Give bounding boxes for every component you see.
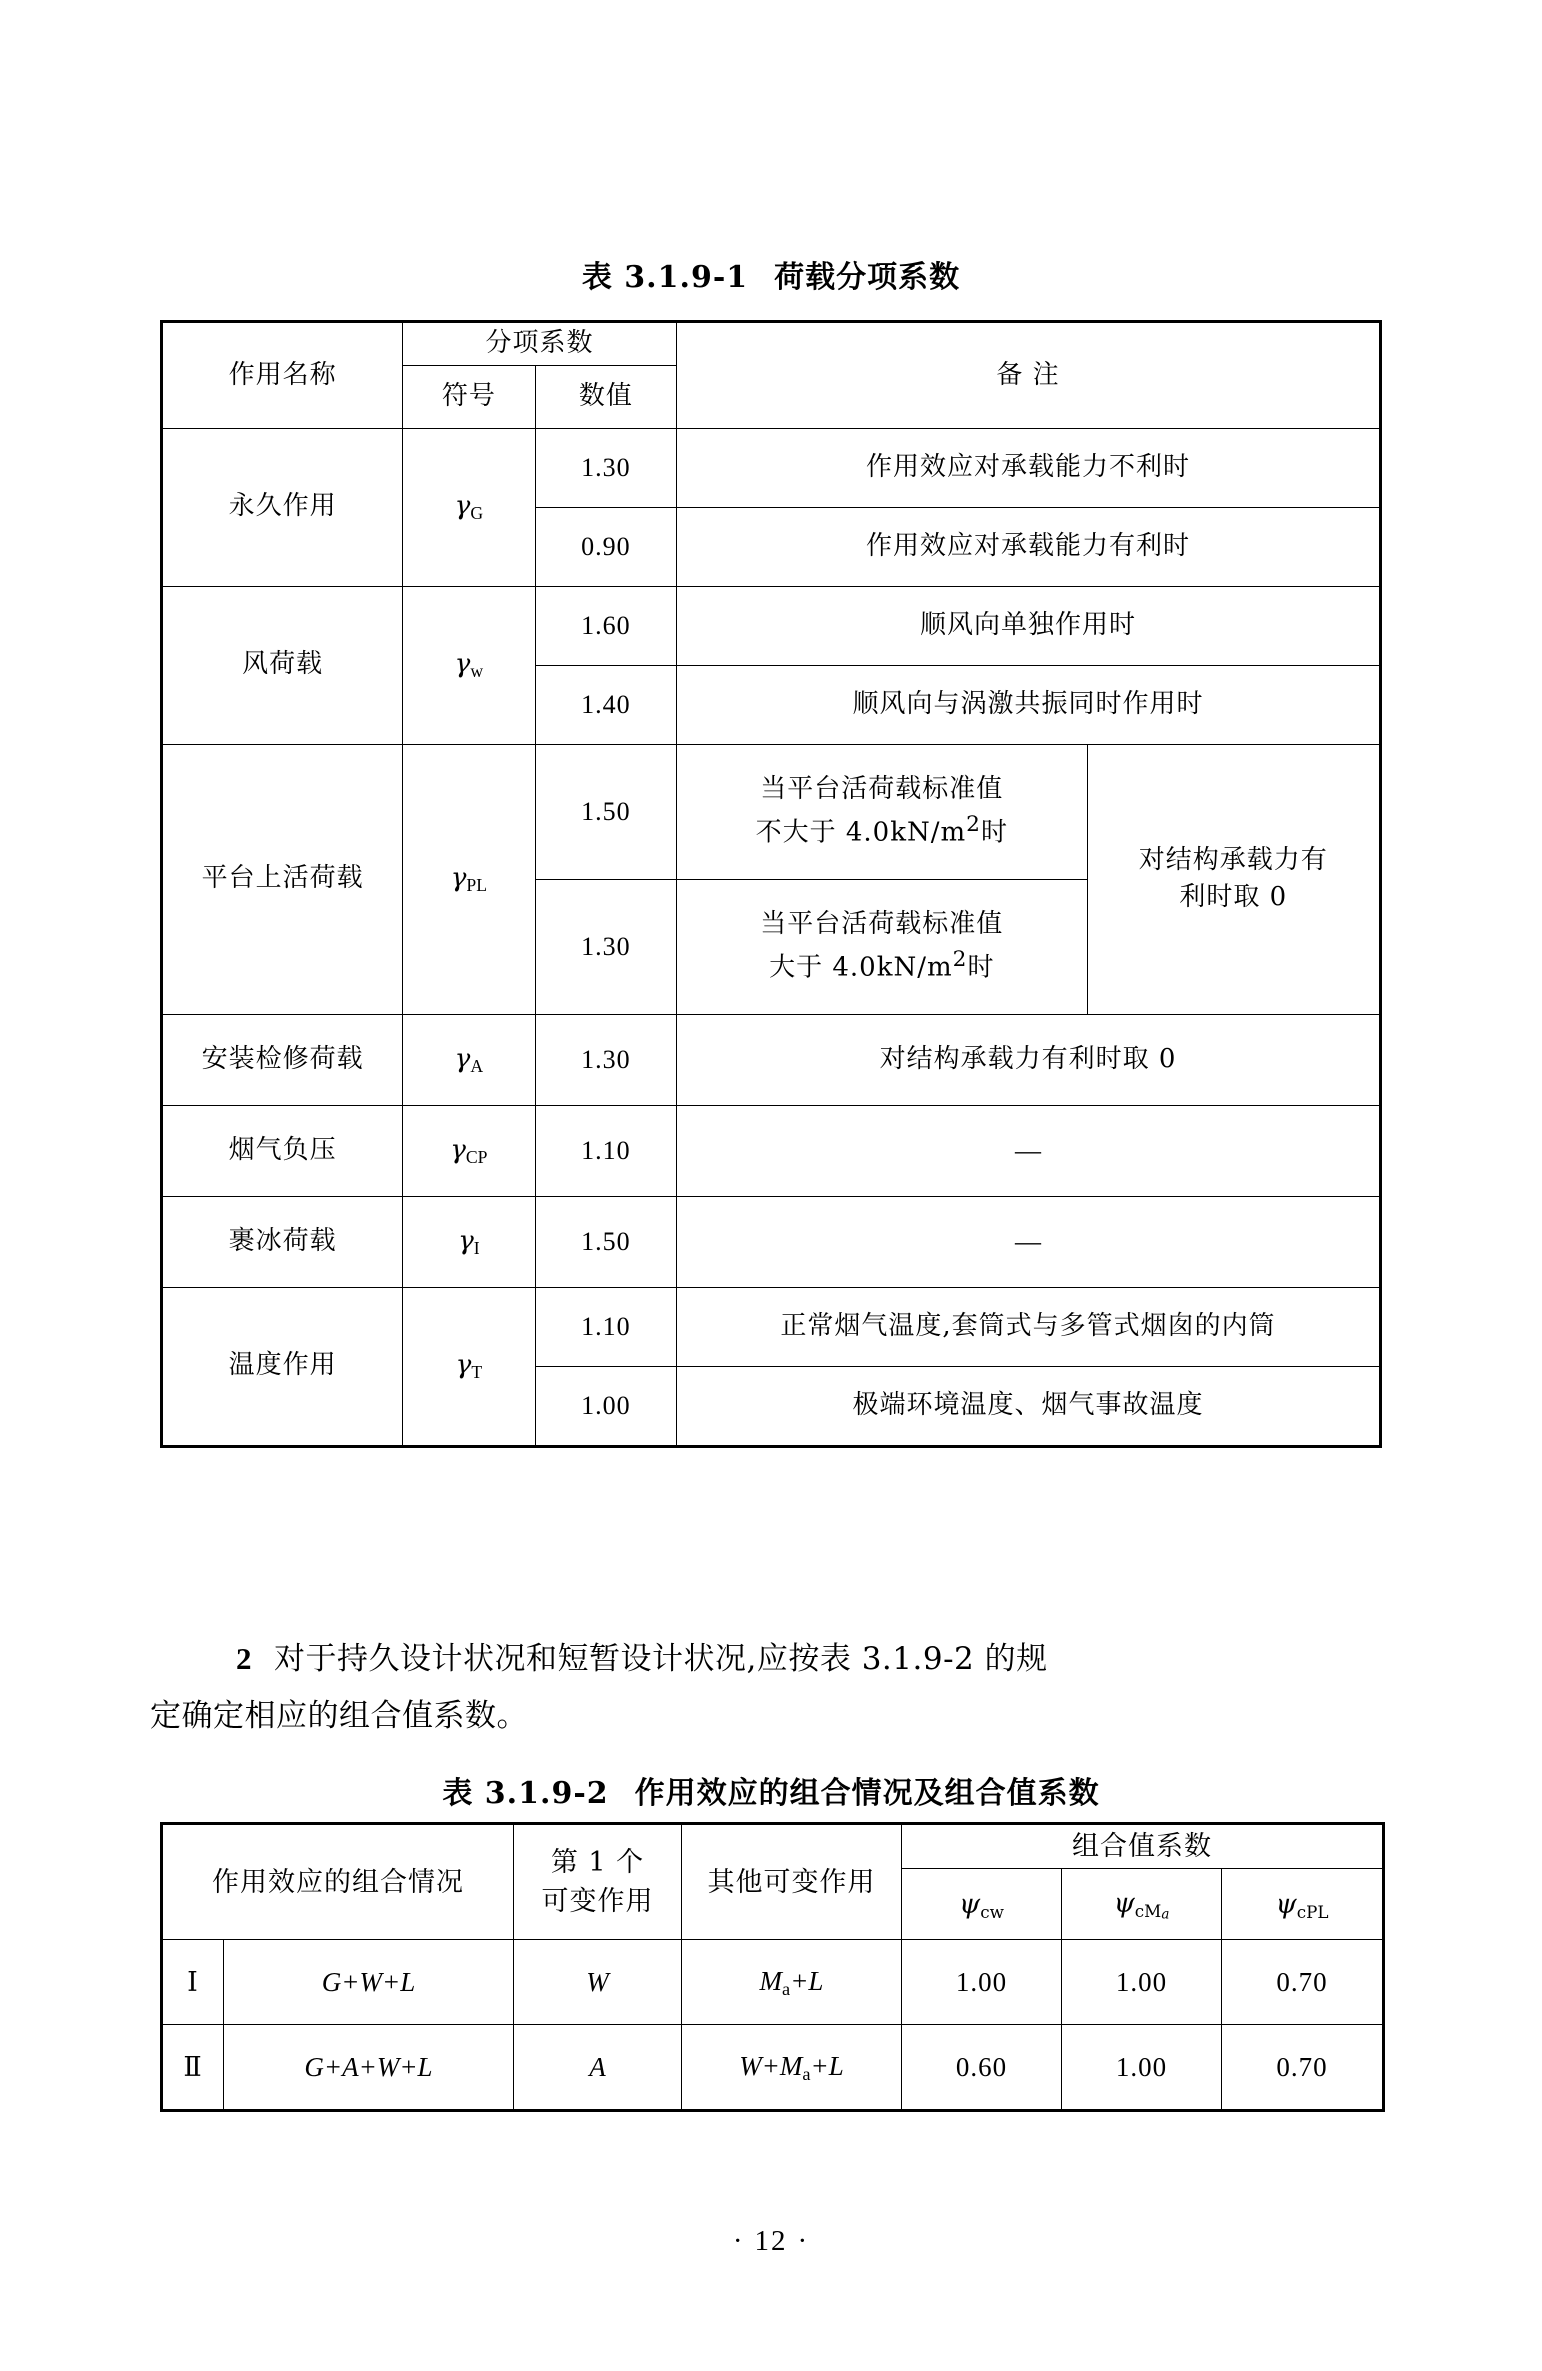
row-symbol-gamma-t: γT <box>403 1287 536 1446</box>
table1-caption-title: 荷载分项系数 <box>774 260 961 295</box>
row-psi-cma: 1.00 <box>1062 2025 1222 2111</box>
row-name-flue-gas-negative-pressure: 烟气负压 <box>162 1105 403 1196</box>
side-note-line-2: 利时取 0 <box>1179 882 1288 913</box>
table-row <box>162 744 1381 879</box>
row-remark: — <box>676 1105 1380 1196</box>
remark-line-2: 大于 $4.0kN/m^2$时 <box>769 946 995 983</box>
header-psi-cpl: ψcPL <box>1222 1869 1384 1940</box>
table-row <box>162 586 1381 665</box>
table1-caption <box>0 252 1542 296</box>
paragraph-clause-2 <box>150 1630 1400 1746</box>
table2-container <box>160 1822 1382 2112</box>
table1-header-row-1 <box>162 322 1381 366</box>
row-symbol-gamma-pl: γPL <box>403 744 536 1014</box>
row-value: 1.10 <box>535 1105 676 1196</box>
row-side-note <box>1087 744 1380 1014</box>
row-name-wind-load: 风荷载 <box>162 586 403 744</box>
row-psi-cw: 1.00 <box>902 1940 1062 2025</box>
row-remark: — <box>676 1196 1380 1287</box>
load-partial-factor-table <box>160 320 1382 1448</box>
table2-caption-number: 表 3.1.9-2 <box>442 1776 609 1811</box>
row-name-platform-live-load: 平台上活荷载 <box>162 744 403 1014</box>
row-other-variable: W+Ma+L <box>682 2025 902 2111</box>
row-value: 1.40 <box>535 665 676 744</box>
header-combination-case: 作用效应的组合情况 <box>162 1824 514 1940</box>
row-name-permanent-action: 永久作用 <box>162 428 403 586</box>
table-row <box>162 1940 1384 2025</box>
header-psi-cw: ψcw <box>902 1869 1062 1940</box>
row-remark <box>676 879 1087 1014</box>
row-remark: 极端环境温度、烟气事故温度 <box>676 1366 1380 1446</box>
table-row <box>162 2025 1384 2111</box>
row-psi-cpl: 0.70 <box>1222 2025 1384 2111</box>
table-row <box>162 1014 1381 1105</box>
row-combination: G+A+W+L <box>224 2025 514 2111</box>
row-psi-cpl: 0.70 <box>1222 1940 1384 2025</box>
row-remark <box>676 744 1087 879</box>
row-value: 1.00 <box>535 1366 676 1446</box>
table-row <box>162 1196 1381 1287</box>
header-psi-cma: ψcM$_a$ <box>1062 1869 1222 1940</box>
row-symbol-gamma-w: γw <box>403 586 536 744</box>
remark-line-1: 当平台活荷载标准值 <box>760 909 1004 940</box>
header-combination-coefficients: 组合值系数 <box>902 1824 1384 1869</box>
row-name-ice-load: 裹冰荷载 <box>162 1196 403 1287</box>
header-action-name: 作用名称 <box>162 322 403 429</box>
row-value: 1.30 <box>535 1014 676 1105</box>
table1-container <box>160 320 1382 1448</box>
row-name-installation-maintenance-load: 安装检修荷载 <box>162 1014 403 1105</box>
table2-header-row-1 <box>162 1824 1384 1869</box>
row-value: 1.60 <box>535 586 676 665</box>
row-first-variable: W <box>514 1940 682 2025</box>
header-partial-factor: 分项系数 <box>403 322 677 366</box>
row-value: 1.50 <box>535 1196 676 1287</box>
table1-caption-number: 表 3.1.9-1 <box>581 260 749 295</box>
row-symbol-gamma-a: γA <box>403 1014 536 1105</box>
clause-number: 2 <box>236 1641 252 1676</box>
table2-caption-title: 作用效应的组合情况及组合值系数 <box>634 1776 1100 1811</box>
header-first-variable-action <box>514 1824 682 1940</box>
remark-line-1: 当平台活荷载标准值 <box>760 774 1004 805</box>
combination-coefficient-table <box>160 1822 1385 2112</box>
table-row <box>162 428 1381 507</box>
row-other-variable: Ma+L <box>682 1940 902 2025</box>
row-symbol-gamma-g: γG <box>403 428 536 586</box>
row-psi-cw: 0.60 <box>902 2025 1062 2111</box>
footer-dot-right: · <box>797 2225 810 2257</box>
header-first-variable-line-1: 第 1 个 <box>550 1846 645 1878</box>
row-first-variable: A <box>514 2025 682 2111</box>
row-index: Ⅰ <box>162 1940 224 2025</box>
header-first-variable-line-2: 可变作用 <box>541 1886 654 1918</box>
header-remark: 备 注 <box>676 322 1380 429</box>
table2-caption <box>0 1768 1542 1812</box>
row-combination: G+W+L <box>224 1940 514 2025</box>
row-value: 1.30 <box>535 428 676 507</box>
row-remark: 正常烟气温度,套筒式与多管式烟囱的内筒 <box>676 1287 1380 1366</box>
row-symbol-gamma-i: γI <box>403 1196 536 1287</box>
header-value: 数值 <box>535 365 676 428</box>
row-remark: 对结构承载力有利时取 0 <box>676 1014 1380 1105</box>
row-name-temperature-action: 温度作用 <box>162 1287 403 1446</box>
table-row <box>162 1287 1381 1366</box>
row-value: 1.10 <box>535 1287 676 1366</box>
row-psi-cma: 1.00 <box>1062 1940 1222 2025</box>
row-remark: 作用效应对承载能力不利时 <box>676 428 1380 507</box>
header-other-variable-action: 其他可变作用 <box>682 1824 902 1940</box>
page-footer <box>0 2225 1542 2258</box>
row-value: 0.90 <box>535 507 676 586</box>
clause-text-line-2: 定确定相应的组合值系数。 <box>150 1698 528 1735</box>
row-remark: 作用效应对承载能力有利时 <box>676 507 1380 586</box>
footer-dot-left: · <box>732 2225 745 2257</box>
header-symbol: 符号 <box>403 365 536 428</box>
row-index: Ⅱ <box>162 2025 224 2111</box>
page-number: 12 <box>754 2225 788 2257</box>
clause-text-line-1: 对于持久设计状况和短暂设计状况,应按表 3.1.9-2 的规 <box>274 1641 1048 1677</box>
row-value: 1.50 <box>535 744 676 879</box>
remark-line-2: 不大于 $4.0kN/m^2$时 <box>755 811 1008 848</box>
row-remark: 顺风向与涡激共振同时作用时 <box>676 665 1380 744</box>
row-symbol-gamma-cp: γCP <box>403 1105 536 1196</box>
side-note-line-1: 对结构承载力有 <box>1138 844 1328 875</box>
row-value: 1.30 <box>535 879 676 1014</box>
table-row <box>162 1105 1381 1196</box>
row-remark: 顺风向单独作用时 <box>676 586 1380 665</box>
